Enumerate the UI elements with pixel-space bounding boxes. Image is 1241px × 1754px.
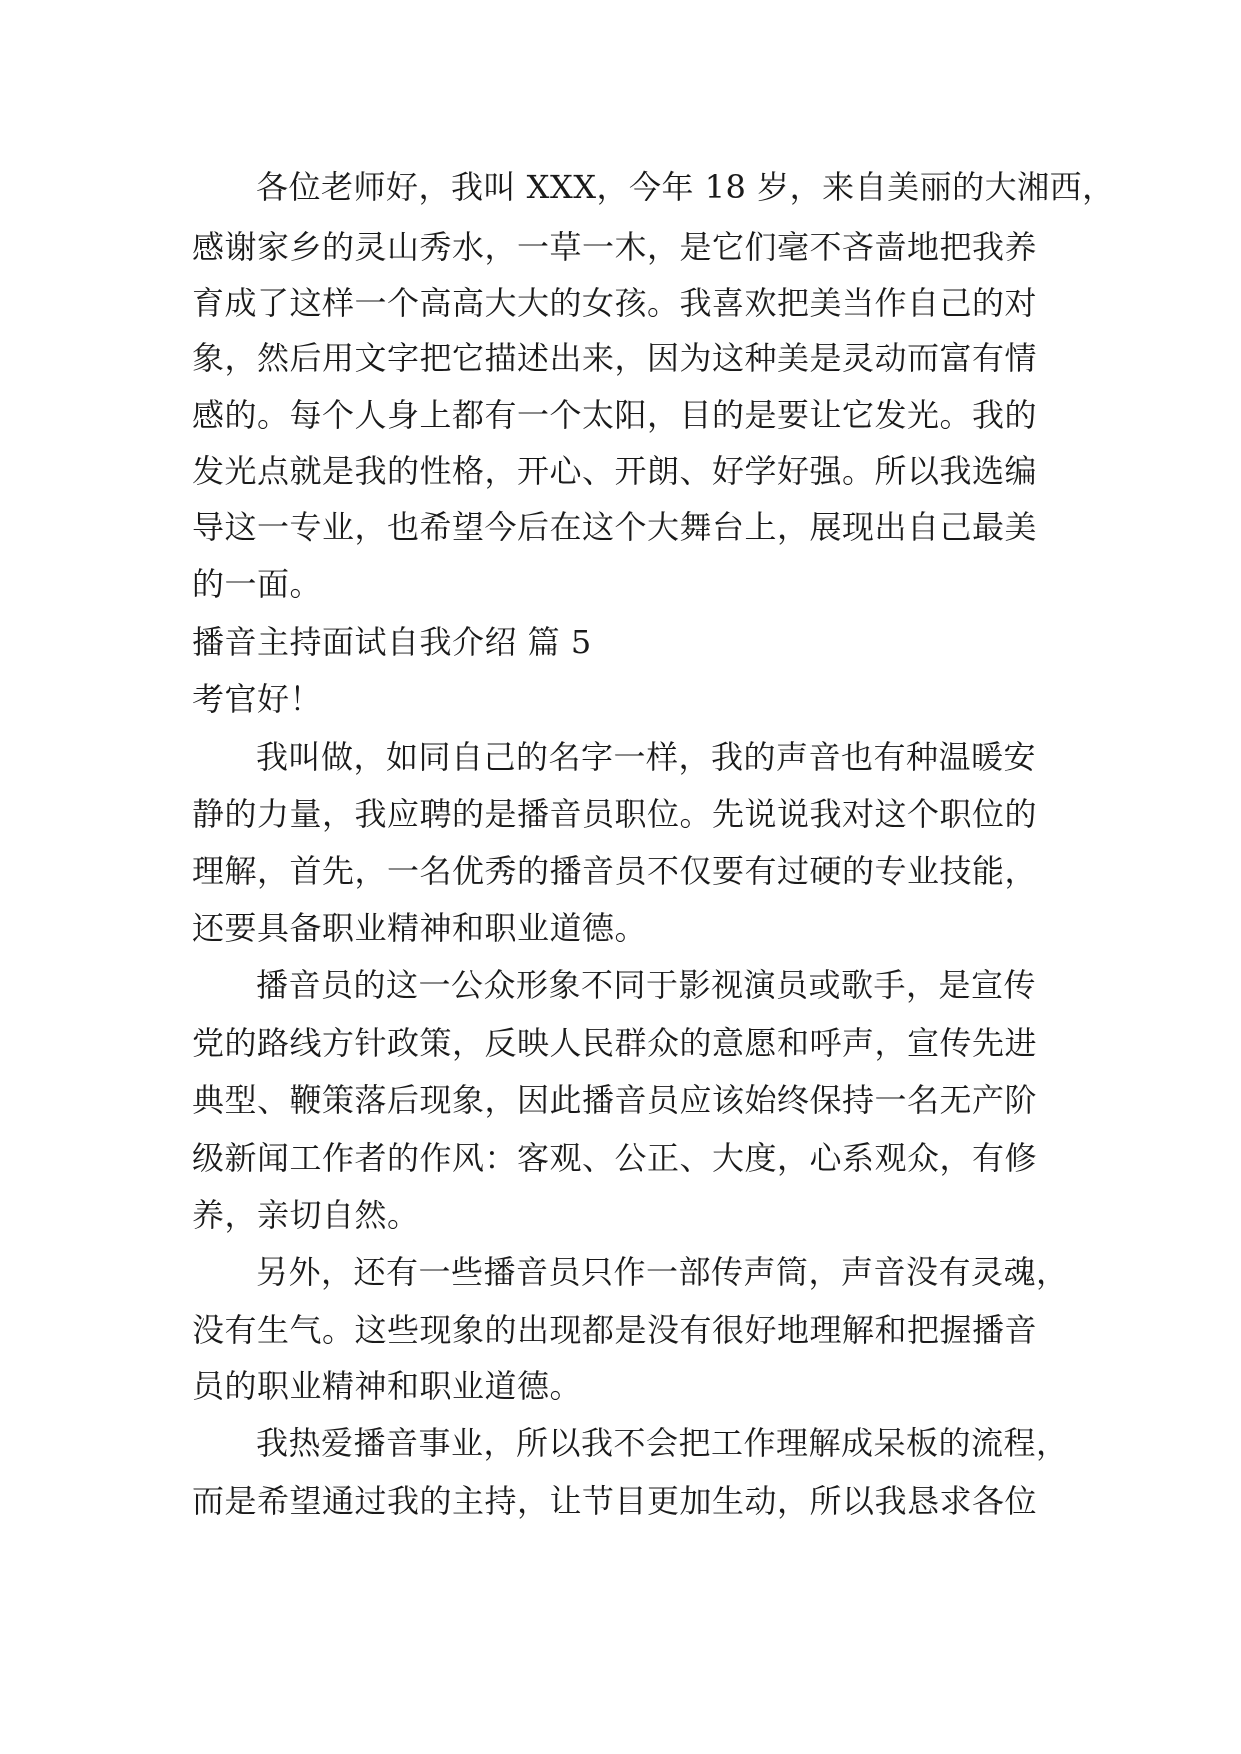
text-line: 静的力量，我应聘的是播音员职位。先说说我对这个职位的	[192, 795, 1038, 833]
text-line: 育成了这样一个高高大大的女孩。我喜欢把美当作自己的对	[192, 284, 1038, 322]
salutation: 考官好！	[192, 680, 323, 718]
text-line: 发光点就是我的性格，开心、开朗、好学好强。所以我选编	[192, 452, 1038, 490]
text-line: 养，亲切自然。	[192, 1196, 420, 1234]
text-line: 各位老师好，我叫 XXX，今年 18 岁，来自美丽的大湘西，	[256, 168, 1115, 206]
text-line: 典型、鞭策落后现象，因此播音员应该始终保持一名无产阶	[192, 1081, 1038, 1119]
text-line: 的一面。	[192, 565, 323, 603]
text-line: 导这一专业，也希望今后在这个大舞台上，展现出自己最美	[192, 508, 1038, 546]
text-line: 我热爱播音事业，所以我不会把工作理解成呆板的流程，	[256, 1424, 1069, 1462]
text-line: 理解，首先，一名优秀的播音员不仅要有过硬的专业技能，	[192, 852, 1038, 890]
text-line: 感谢家乡的灵山秀水，一草一木，是它们毫不吝啬地把我养	[192, 228, 1038, 266]
text-line: 另外，还有一些播音员只作一部传声筒，声音没有灵魂，	[256, 1253, 1069, 1291]
text-line: 而是希望通过我的主持，让节目更加生动，所以我恳求各位	[192, 1482, 1038, 1520]
text-line: 还要具备职业精神和职业道德。	[192, 909, 648, 947]
text-line: 级新闻工作者的作风：客观、公正、大度，心系观众，有修	[192, 1139, 1038, 1177]
text-line: 象，然后用文字把它描述出来，因为这种美是灵动而富有情	[192, 339, 1038, 377]
text-line: 员的职业精神和职业道德。	[192, 1367, 583, 1405]
section-heading: 播音主持面试自我介绍 篇 5	[192, 623, 592, 661]
text-line: 没有生气。这些现象的出现都是没有很好地理解和把握播音	[192, 1311, 1038, 1349]
text-line: 我叫做，如同自己的名字一样，我的声音也有种温暖安	[256, 738, 1037, 776]
text-line: 播音员的这一公众形象不同于影视演员或歌手，是宣传	[256, 966, 1037, 1004]
text-line: 党的路线方针政策，反映人民群众的意愿和呼声，宣传先进	[192, 1024, 1038, 1062]
text-line: 感的。每个人身上都有一个太阳，目的是要让它发光。我的	[192, 396, 1038, 434]
